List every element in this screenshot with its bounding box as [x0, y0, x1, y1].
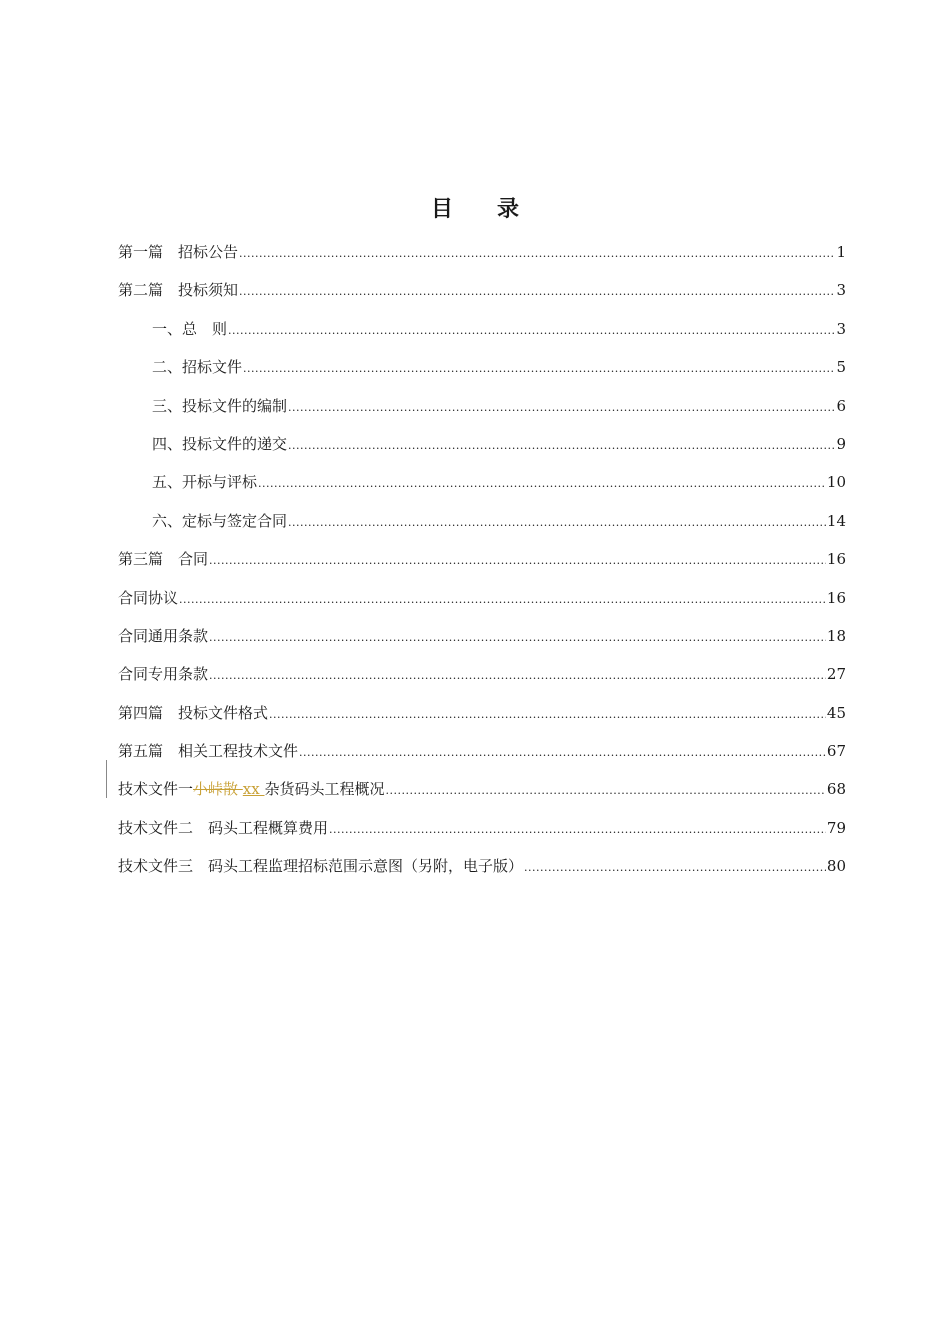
entry-page-number: 3 — [836, 319, 846, 338]
label-prefix: 技术文件一 — [118, 780, 194, 799]
dot-leader — [179, 585, 826, 615]
toc-entry[interactable] — [118, 544, 846, 582]
entry-page-number: 27 — [826, 665, 846, 684]
entry-label: 五、开标与评标 — [152, 473, 258, 492]
toc-entry[interactable] — [118, 237, 846, 275]
dot-leader — [329, 815, 826, 845]
entry-page-number: 79 — [826, 818, 846, 837]
entry-page-number: 45 — [826, 703, 846, 722]
label-suffix: 杂货码头工程概况 — [264, 780, 385, 799]
dot-leader — [243, 354, 835, 384]
toc-entry[interactable] — [118, 736, 846, 774]
toc-entry[interactable] — [118, 583, 846, 621]
entry-page-number: 14 — [826, 511, 846, 530]
entry-page-number: 9 — [836, 434, 846, 453]
toc-entry[interactable] — [118, 391, 846, 429]
entry-page-number: 1 — [836, 243, 846, 261]
dot-leader — [269, 700, 826, 730]
revision-change-bar — [106, 760, 107, 798]
entry-label: 第四篇 投标文件格式 — [118, 703, 269, 722]
toc-entry[interactable] — [118, 467, 846, 505]
entry-label: 四、投标文件的递交 — [152, 434, 288, 453]
entry-page-number: 16 — [826, 588, 846, 607]
dot-leader — [209, 546, 826, 576]
entry-label: 第一篇 招标公告 — [118, 243, 239, 261]
entry-label: 合同通用条款 — [118, 626, 209, 645]
entry-page-number: 80 — [826, 857, 846, 876]
entry-label: 合同协议 — [118, 588, 179, 607]
toc-entry[interactable] — [118, 352, 846, 390]
entry-page-number: 16 — [826, 550, 846, 569]
toc-entry[interactable] — [118, 659, 846, 697]
toc-entry[interactable] — [118, 698, 846, 736]
entry-label — [118, 774, 385, 804]
dot-leader — [524, 853, 826, 883]
dot-leader — [228, 316, 835, 346]
dot-leader — [299, 738, 826, 768]
entry-label: 技术文件三 码头工程监理招标范围示意图（另附，电子版） — [118, 857, 524, 876]
entry-label: 二、招标文件 — [152, 358, 243, 377]
entry-label: 第二篇 投标须知 — [118, 281, 239, 300]
dot-leader — [288, 508, 826, 538]
toc-title: 目录 — [430, 197, 563, 222]
toc-entry-tracked-change[interactable] — [118, 774, 846, 812]
entry-label: 第五篇 相关工程技术文件 — [118, 742, 299, 761]
toc-entry[interactable] — [118, 429, 846, 467]
deleted-text: 小峠散 — [193, 780, 243, 799]
entry-label: 合同专用条款 — [118, 665, 209, 684]
dot-leader — [288, 393, 835, 423]
entry-page-number: 68 — [826, 780, 846, 799]
dot-leader — [288, 431, 835, 461]
entry-label: 三、投标文件的编制 — [152, 396, 288, 415]
entry-page-number: 18 — [826, 626, 846, 645]
entry-page-number: 67 — [826, 742, 846, 761]
dot-leader — [386, 776, 826, 806]
entry-label: 一、总 则 — [152, 319, 228, 338]
entry-page-number: 3 — [836, 281, 846, 300]
toc-entry[interactable] — [118, 506, 846, 544]
table-of-contents — [118, 237, 846, 890]
entry-page-number: 10 — [826, 473, 846, 492]
toc-entry[interactable] — [118, 275, 846, 313]
toc-entry[interactable] — [118, 851, 846, 889]
entry-label: 技术文件二 码头工程概算费用 — [118, 818, 329, 837]
dot-leader — [209, 661, 826, 691]
entry-label: 第三篇 合同 — [118, 550, 209, 569]
dot-leader — [239, 277, 835, 307]
dot-leader — [209, 623, 826, 653]
dot-leader — [258, 469, 826, 499]
toc-entry[interactable] — [118, 314, 846, 352]
entry-page-number: 6 — [836, 396, 846, 415]
entry-label: 六、定标与签定合同 — [152, 511, 288, 530]
entry-page-number: 5 — [836, 358, 846, 377]
inserted-text: xx — [242, 780, 265, 799]
toc-entry[interactable] — [118, 621, 846, 659]
toc-entry[interactable] — [118, 813, 846, 851]
dot-leader — [239, 239, 835, 269]
